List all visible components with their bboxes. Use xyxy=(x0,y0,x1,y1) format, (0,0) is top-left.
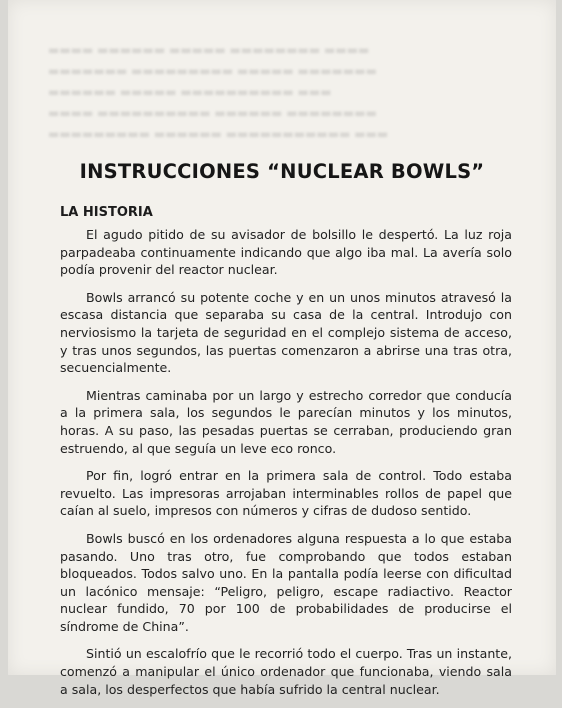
paragraph: Bowls buscó en los ordenadores alguna respuesta a lo que estaba pasando. Uno tras otro, fue comprobando que todos estaban bloqueados. Todos salvo uno. En la pantalla podía leerse con dificultad un lacónico mensaje: “Peligro, peligro, escape radiactivo. Reactor nuclear fundido, 70 por 100 de probabilidades de producirse el síndrome de China”. xyxy=(60,530,512,634)
paragraph: Bowls arrancó su potente coche y en un unos minutos atravesó la escasa distancia que separaba su casa de la central. Introdujo con nerviosismo la tarjeta de seguridad en el complejo sistema de acceso, y tras unos segundos, las puertas comenzaron a abrirse una tras otra, secuencialmente. xyxy=(60,289,512,376)
paragraph: Sintió un escalofrío que le recorrió todo el cuerpo. Tras un instante, comenzó a manipular el único ordenador que funcionaba, viendo sala a sala, los desperfectos que había sufrido la central nuclear. xyxy=(60,646,512,697)
paragraph: Por fin, logró entrar en la primera sala de control. Todo estaba revuelto. Las impresoras arrojaban interminables rollos de papel que caían al suelo, impresos con números y cifras de dudoso sentido. xyxy=(60,468,512,519)
document-page xyxy=(8,0,556,697)
paragraph: El agudo pitido de su avisador de bolsillo le despertó. La luz roja parpadeaba continuamente indicando que algo iba mal. La avería solo podía provenir del reactor nuclear. xyxy=(60,227,512,278)
section-heading: LA HISTORIA xyxy=(60,205,153,220)
page-title: INSTRUCCIONES “NUCLEAR BOWLS” xyxy=(79,160,485,183)
paragraph: Mientras caminaba por un largo y estrecho corredor que conducía a la primera sala, los segundos le parecían minutos y los minutos, horas. A su paso, las pesadas puertas se cerraban, produciendo gran estruendo, al que seguía un leve eco ronco. xyxy=(60,387,512,456)
story-body xyxy=(60,226,512,708)
bleed-through-text: ▬▬▬▬ ▬▬▬▬▬▬ ▬▬▬▬▬ ▬▬▬▬▬▬▬▬ ▬▬▬▬ ▬▬▬▬▬▬▬ ▬▬▬▬▬▬▬▬▬ ▬▬▬▬▬ ▬▬▬▬▬▬▬ ▬▬▬▬▬▬ ▬▬▬▬▬ ▬▬▬▬▬▬▬▬▬▬ ▬▬▬ ▬▬▬▬ ▬▬▬▬▬▬▬▬▬▬ ▬▬▬▬▬▬ ▬▬▬▬▬▬▬▬ ▬▬▬▬▬▬▬▬▬ ▬▬▬▬▬▬ ▬▬▬▬▬▬▬▬▬▬▬ ▬▬▬ xyxy=(48,43,389,141)
